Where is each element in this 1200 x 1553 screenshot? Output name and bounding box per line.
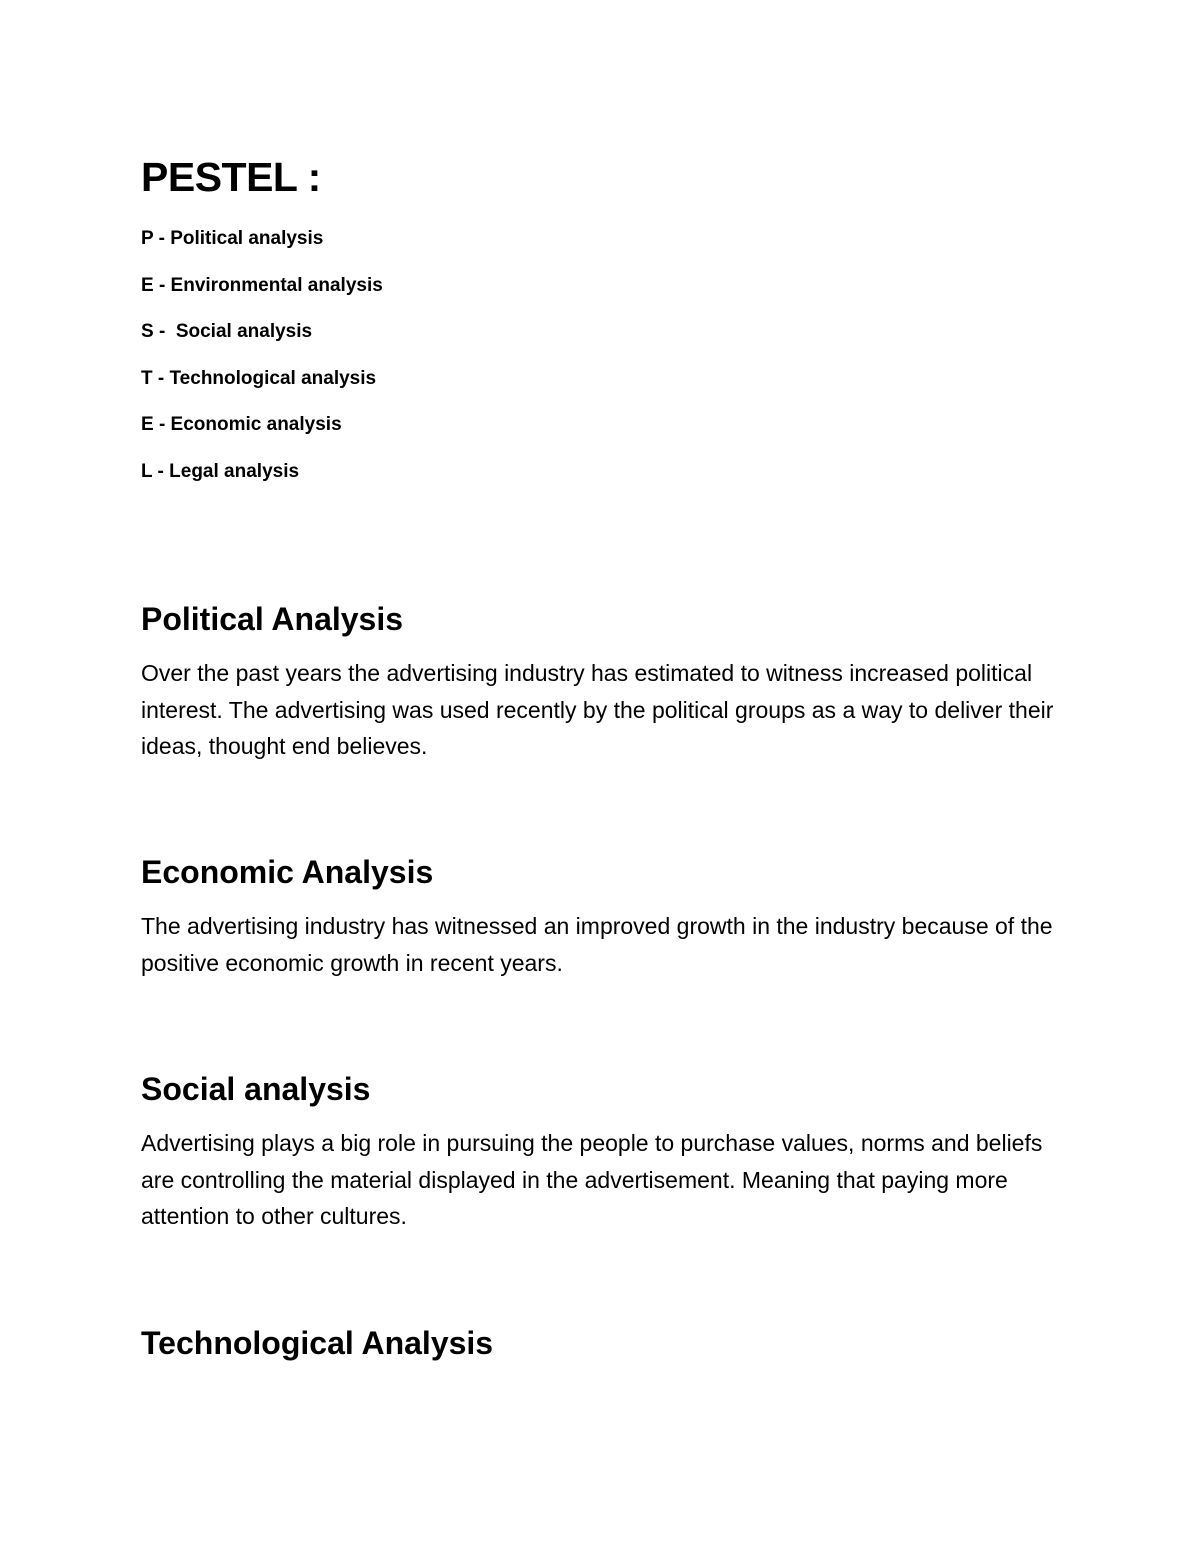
pestel-item-social: S - Social analysis — [141, 321, 313, 343]
pestel-item-technological: T - Technological analysis — [141, 367, 377, 389]
section-heading: Political Analysis — [141, 601, 404, 637]
pestel-item-political: P - Political analysis — [141, 228, 324, 249]
pestel-item-legal: L - Legal analysis — [141, 460, 300, 482]
pestel-item-economic: E - Economic analysis — [141, 414, 342, 436]
section-heading: Economic Analysis — [141, 854, 434, 890]
section-heading: Technological Analysis — [141, 1325, 494, 1361]
section-social-analysis — [141, 1069, 1071, 1235]
pestel-item-environmental: E - Environmental analysis — [141, 274, 383, 296]
section-heading: Social analysis — [141, 1071, 371, 1107]
section-body: Over the past years the advertising industry has estimated to witness increased political interest. The advertising was used recently by the political groups as a way to deliver their ideas, thought end believes. — [141, 660, 1054, 759]
section-political-analysis — [141, 599, 1071, 765]
section-body: The advertising industry has witnessed an improved growth in the industry because of the positive economic growth in recent years. — [141, 913, 1053, 976]
section-technological-analysis — [141, 1323, 1071, 1363]
document-title: PESTEL : — [141, 154, 321, 200]
pestel-list — [141, 226, 383, 506]
section-economic-analysis — [141, 852, 1071, 981]
section-body: Advertising plays a big role in pursuing the people to purchase values, norms and beliefs are controlling the material displayed in the advertisement. Meaning that paying more attention to other cultures. — [141, 1130, 1043, 1229]
